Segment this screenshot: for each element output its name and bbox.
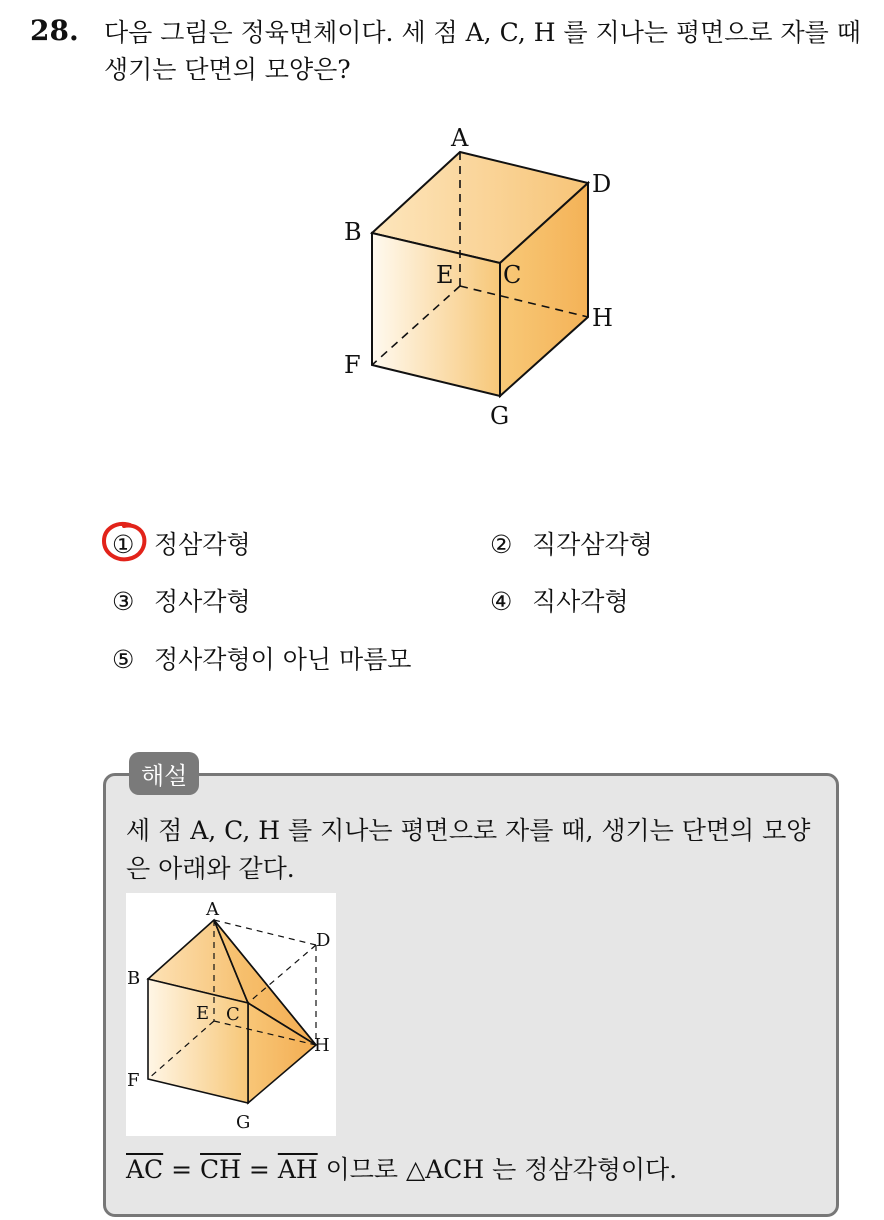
- section-figure: [126, 893, 336, 1136]
- choice-mark: ⑤: [112, 645, 135, 674]
- label-A: A: [206, 899, 219, 920]
- choice-text: 정사각형이 아닌 마름모: [154, 645, 412, 674]
- label-G: G: [490, 402, 510, 430]
- choice-text: 직사각형: [532, 587, 629, 616]
- choice-mark: ③: [112, 587, 135, 616]
- question-text: 다음 그림은 정육면체이다. 세 점 A, C, H 를 지나는 평면으로 자를 때 생기는 단면의 모양은?: [104, 18, 861, 84]
- label-D: D: [592, 170, 612, 198]
- choice-3[interactable]: [112, 582, 251, 618]
- choice-mark: ②: [490, 530, 513, 559]
- section-figure-frame: [126, 893, 336, 1136]
- label-G: G: [236, 1112, 251, 1133]
- segment-ac: $\overline{AC}$: [126, 1155, 164, 1184]
- choice-text: 직각삼각형: [532, 530, 653, 559]
- question-number: 28.: [30, 14, 79, 47]
- solution-tag: 해설: [129, 752, 199, 795]
- equals-sign: =: [163, 1155, 201, 1184]
- label-B: B: [344, 218, 362, 246]
- solution-text: 세 점 A, C, H 를 지나는 평면으로 자를 때, 생기는 단면의 모양은 아래와 같다.: [126, 816, 811, 883]
- choice-4[interactable]: [490, 582, 629, 618]
- label-H: H: [314, 1035, 330, 1056]
- label-F: F: [344, 351, 361, 379]
- choice-mark: ④: [490, 587, 513, 616]
- segment-ch: $\overline{CH}$: [200, 1155, 241, 1184]
- conclusion-text: 이므로 △ACH 는 정삼각형이다.: [317, 1155, 678, 1184]
- choice-mark: ①: [112, 530, 135, 559]
- label-C: C: [503, 261, 522, 289]
- solution-conclusion: [126, 1150, 677, 1186]
- label-C: C: [226, 1004, 240, 1025]
- equals-sign: =: [240, 1155, 278, 1184]
- choice-text: 정사각형: [154, 587, 251, 616]
- choice-2[interactable]: [490, 525, 653, 561]
- segment-ah: $\overline{AH}$: [277, 1155, 318, 1184]
- label-H: H: [592, 304, 613, 332]
- label-D: D: [316, 930, 331, 951]
- label-E: E: [436, 261, 454, 289]
- label-A: A: [451, 124, 469, 152]
- label-F: F: [127, 1070, 140, 1091]
- label-B: B: [127, 968, 141, 989]
- choice-5[interactable]: [112, 640, 411, 676]
- choice-text: 정삼각형: [154, 530, 251, 559]
- cube-figure: [330, 120, 630, 430]
- answer-circle-mark: [100, 519, 150, 565]
- label-E: E: [196, 1003, 210, 1024]
